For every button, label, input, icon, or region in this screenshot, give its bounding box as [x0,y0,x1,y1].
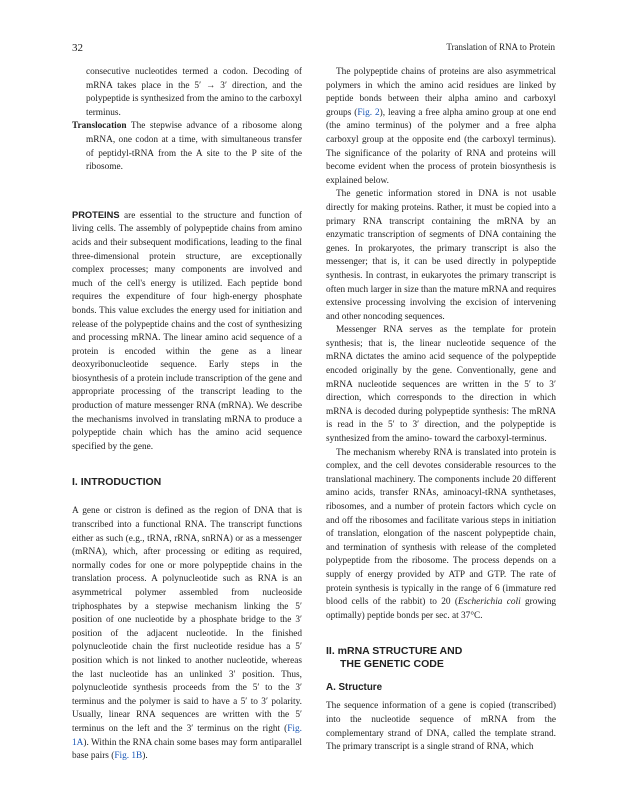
intro-text: ). [142,751,148,762]
subsection-heading-structure: A. Structure [326,682,383,694]
body-paragraph: The genetic information stored in DNA is not usable directly for making proteins. Rather, it must be copied into a primary RNA transcript containing the mRNA by an enzymatic transcription of segments of DNA containing the genes. In prokaryotes, the primary transcript is also the messenger; that is, it can be used directly in polypeptide synthesis. In contrast, in eukaryotes the primary transcript is often much larger in size than the mature mRNA and requires extensive processing involving the excision of intervening and other noncoding sequences. [326,189,556,322]
figure-link-2[interactable]: Fig. 2 [357,107,380,118]
intro-paragraph [72,505,302,763]
paragraph-text: The mechanism whereby RNA is translated into protein is complex, and the cell devotes considerable resources to the translational machinery. The components include 20 different amino acids, transfer RNAs, aminoacyl-tRNA synthetases, ribosomes, and a number of protein factors which cycle on and off the ribosomes and facilitate various steps in initiation of translation, elongation of the nascent polypeptide chain, and termination of synthesis with release of the completed polypeptide from the ribosome. The process depends on a supply of energy provided by ATP and GTP. The rate of protein synthesis is typically in the range of 6 (immature red blood cells of the rabbit) to 20 ( [326,447,556,608]
running-title: Translation of RNA to Protein [446,42,555,52]
glossary-definition: The stepwise advance of a ribosome along mRNA, one codon at a time, with simultaneous transfer of peptidyl-tRNA from the A site to the P site of the ribosome. [86,121,302,173]
paragraph-text: The polypeptide chains of proteins are also asymmetrical polymers in which the amino acid residues are linked by peptide bonds between their alpha amino and carboxyl groups ( [326,67,556,118]
species-name: Escherichia coli [458,597,521,608]
body-paragraph [326,66,556,188]
glossary-entry-translocation [72,120,302,174]
intro-text: ). Within the RNA chain some bases may form antiparallel base pairs ( [72,737,302,762]
paragraph-text: ), leaving a free alpha amino group at one end (the amino terminus) of the polymer and a free alpha carboxyl group at the opposite end (the carboxyl terminus). The significance of the polarity of RNA and proteins will become evident when the process of protein biosynthesis is explained below. [326,107,557,186]
heading-line: II. mRNA STRUCTURE AND [326,645,463,658]
heading-line: THE GENETIC CODE [340,658,444,671]
section-heading-introduction: I. INTRODUCTION [72,476,162,489]
abstract-text: are essential to the structure and function of living cells. The assembly of polypeptide chains from amino acids and their subsequent modifications, leading to the final three-dimensional protein structure, are exceptionally complex processes; many components are involved and much of the cell's energy is utilized. Each peptide bond requires the expenditure of four high-energy phosphate bonds. This value excludes the energy used for initiation and release of the polypeptide chains and the cost of synthesizing and processing mRNA. The linear amino acid sequence of a protein is encoded within the gene as a linear deoxyribonucleotide sequence. Early steps in the biosynthesis of a protein include transcription of the gene and appropriate processing of the transcript leading to the production of mature messenger RNA (mRNA). We describe the mechanisms involved in translating mRNA to produce a polypeptide chain which has the amino acid sequence specified by the gene. [72,210,302,452]
left-column [72,66,302,764]
paragraph-text: growing optimally) peptide bonds per sec. at 37°C. [326,597,557,621]
intro-text: A gene or cistron is defined as the region of DNA that is transcribed into a functional RNA. The transcript functions either as such (e.g., tRNA, rRNA, snRNA) or as a messenger (mRNA), which, after processing or editing as required, normally codes for one or more polypeptide chains in the translation process. A polynucleotide such as RNA is an asymmetrical polymer assembled from nucleoside triphosphates by a stepwise mechanism linking the 5′ position of one nucleotide by a phosphate bridge to the 3′ position of the adjacent nucleotide. In the finished polynucleotide chain the first nucleotide residue has a 5′ position which is not linked to another nucleotide, whereas the last nucleotide has an unlinked 3′ position. Thus, polynucleotide synthesis proceeds from the 5′ to the 3′ terminus and the polymer is said to have a 5′ to 3′ polarity. Usually, linear RNA sequences are written with the 5′ terminus on the left and the 3′ terminus on the right ( [72,506,302,734]
right-column [326,66,556,755]
body-paragraph [326,447,556,624]
abstract-paragraph [72,209,302,455]
abstract-lead-word: PROTEINS [72,209,120,220]
section-heading-mrna-structure [326,645,556,671]
body-paragraph: The sequence information of a gene is copied (transcribed) into the nucleotide sequence of mRNA from the complementary strand of DNA, called the template strand. The primary transcript is a single strand of RNA, which [326,701,556,753]
glossary-entry-codon-continued: consecutive nucleotides termed a codon. Decoding of mRNA takes place in the 5′ → 3′ direction, and the polypeptide is synthesized from the amino to the carboxyl terminus. [86,67,302,118]
page-number: 32 [72,42,83,54]
figure-link-1a[interactable]: Fig. 1A [72,723,302,748]
body-paragraph: Messenger RNA serves as the template for protein synthesis; that is, the linear nucleotide sequence of the mRNA dictates the amino acid sequence of the polypeptide encoded originally by the gene. Conventionally, gene and mRNA nucleotide sequences are written in the 5′ to 3′ direction, which corresponds to the direction in which mRNA is decoded during polypeptide synthesis: The mRNA is read in the 5′ to 3′ direction, and the polypeptide is synthesized from the amino- toward the carboxyl-terminus. [326,325,556,445]
glossary-term: Translocation [72,121,127,132]
figure-link-1b[interactable]: Fig. 1B [114,751,143,762]
